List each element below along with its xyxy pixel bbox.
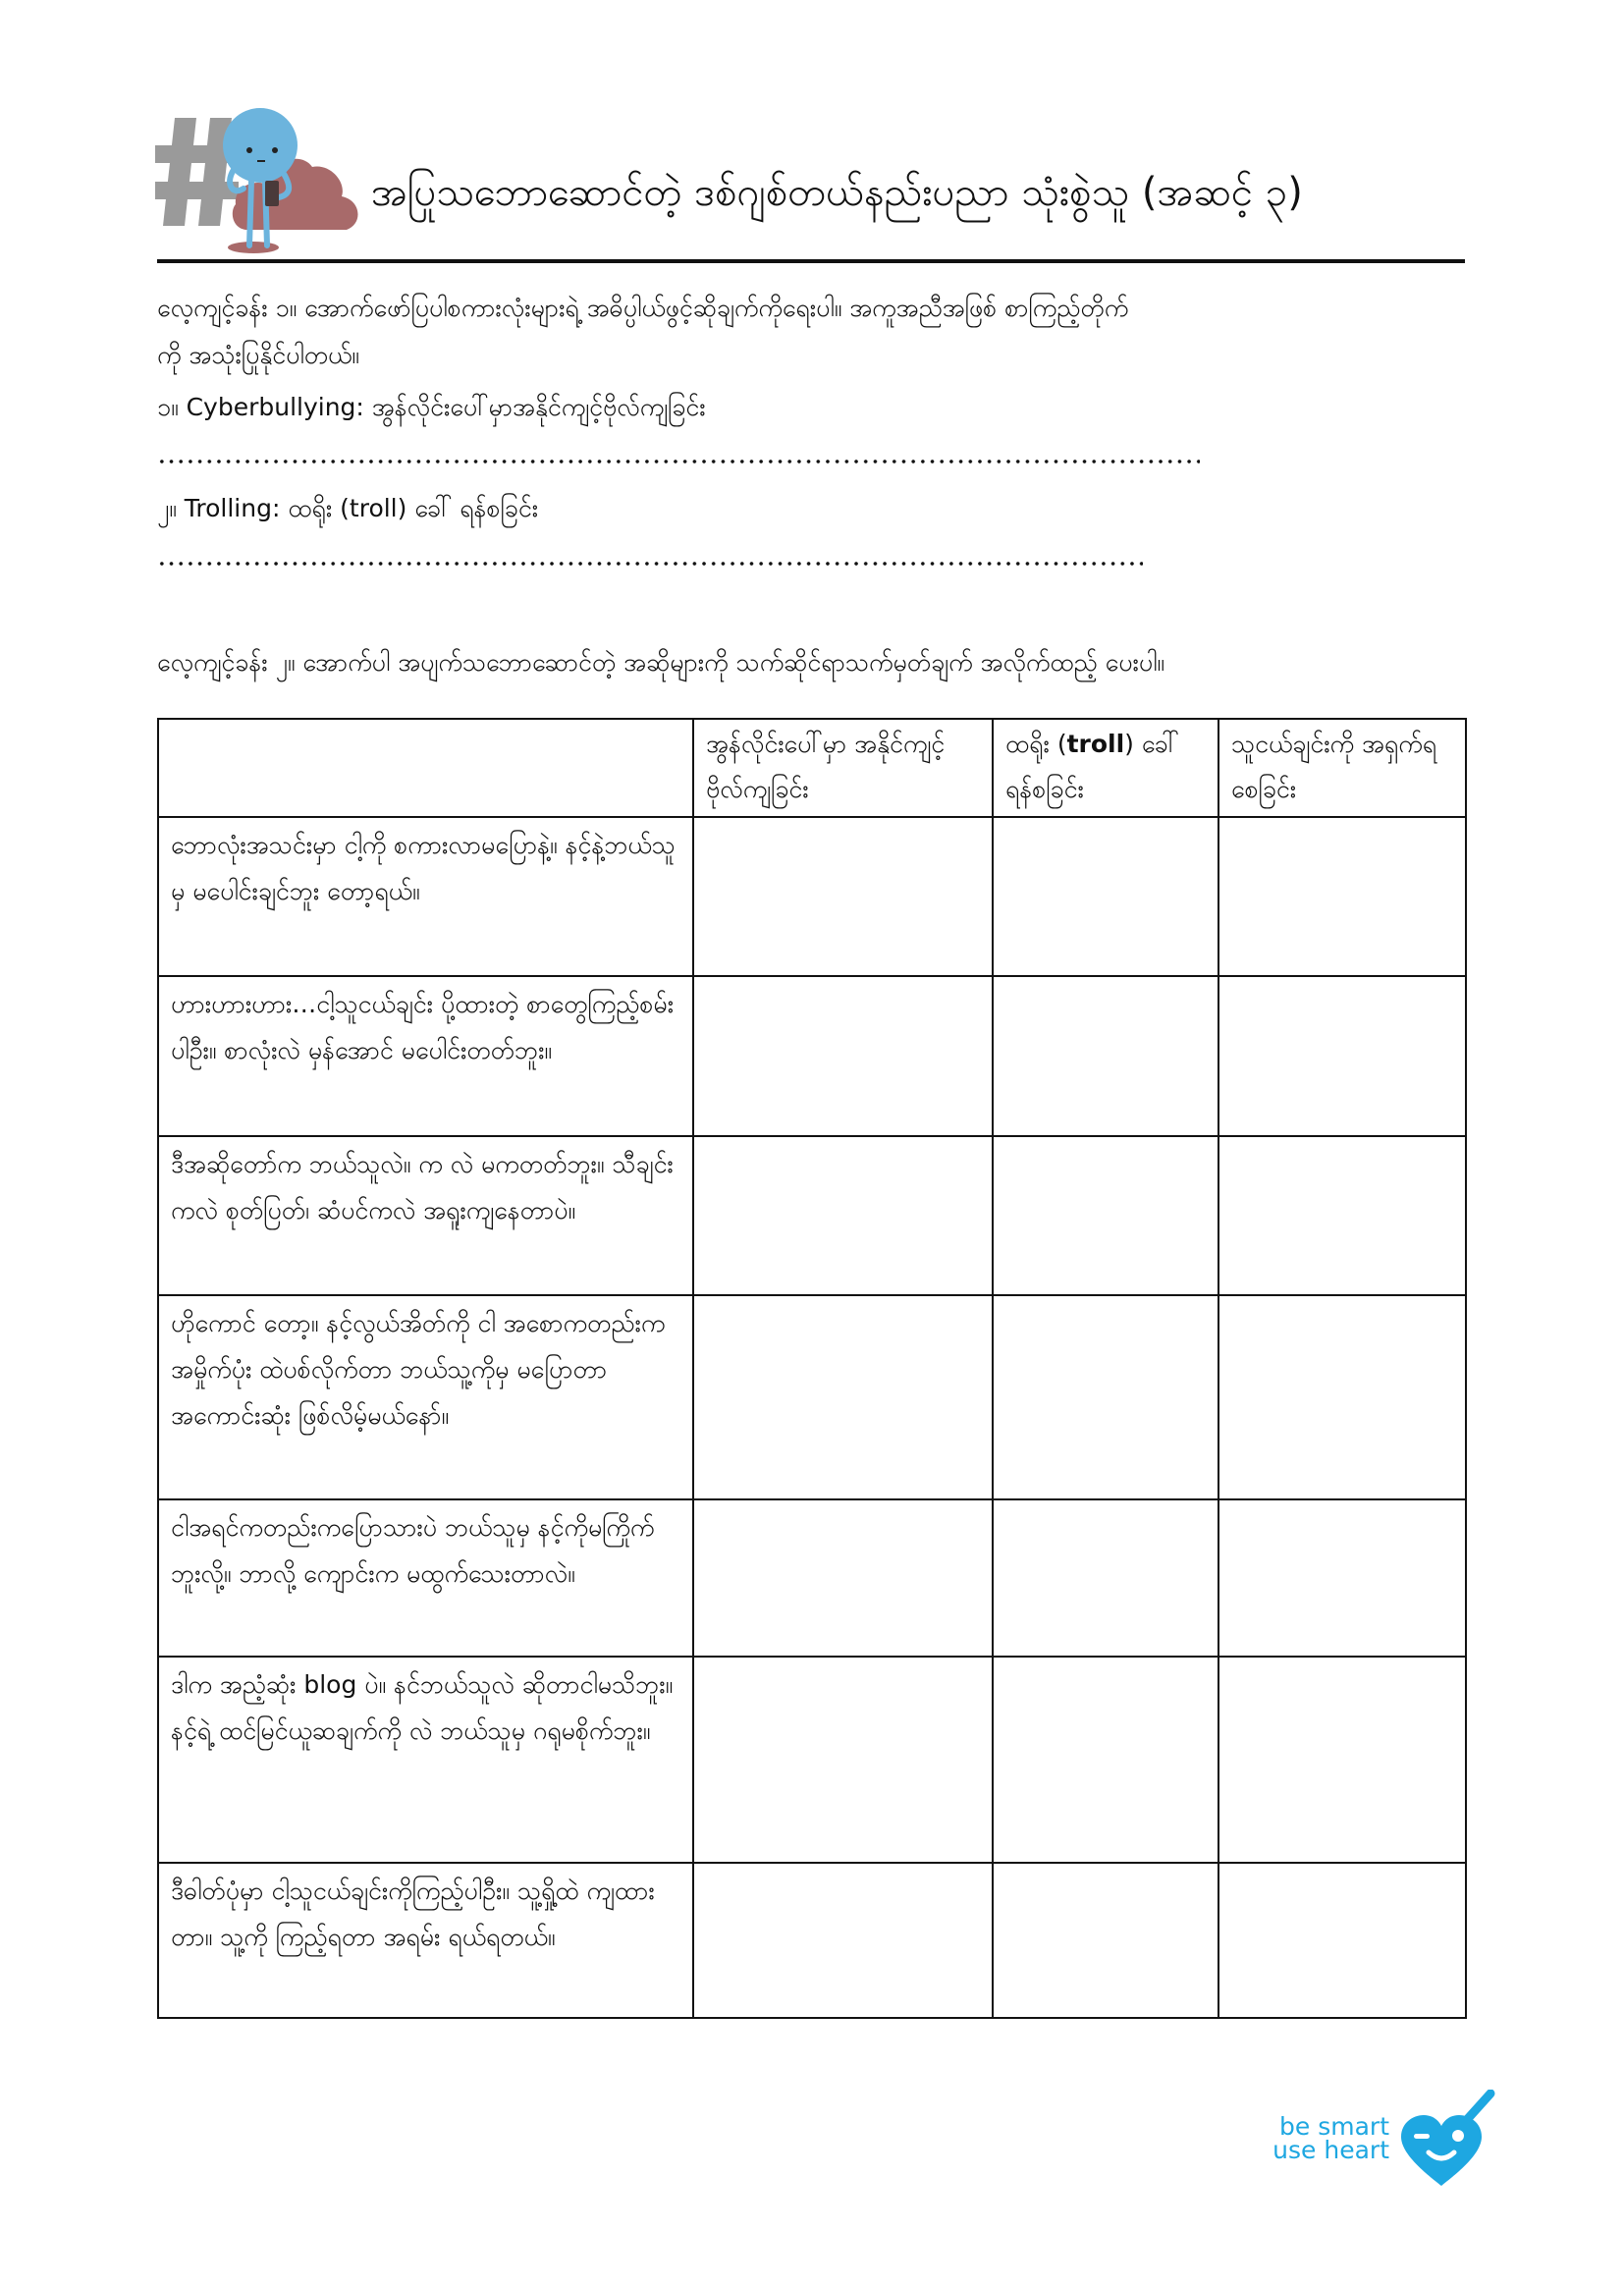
trolling-answer-cell[interactable]	[993, 976, 1218, 1136]
task1-item-cyberbullying-label: ၁။ Cyberbullying: အွန်လိုင်းပေါ်မှာအနိုင်ကျင့်ဗိုလ်ကျခြင်း	[157, 393, 706, 421]
title-divider	[157, 259, 1465, 263]
trolling-answer-cell[interactable]	[993, 1657, 1218, 1863]
cyberbullying-answer-cell[interactable]	[693, 976, 993, 1136]
header-trolling-pre: ထရိုး (	[1005, 730, 1067, 758]
table-header-row	[158, 719, 1466, 817]
classification-table	[157, 718, 1467, 2019]
task1-item-trolling-label: ၂။ Trolling: ထရိုး (troll) ခေါ် ရန်စခြင်း	[157, 494, 539, 522]
statement-cell: ဘောလုံးအသင်းမှာ ငါ့ကို စကားလာမပြောနဲ့။ နင့်နဲ့ဘယ်သူမှ မပေါင်းချင်ဘူး တော့ရယ်။	[158, 817, 693, 976]
table-row	[158, 1136, 1466, 1295]
cyberbullying-answer-cell[interactable]	[693, 1499, 993, 1657]
be-smart-use-heart-logo	[1252, 2090, 1497, 2200]
statement-cell: ဟားဟားဟား…ငါ့သူငယ်ချင်း ပို့ထားတဲ့ စာတွေကြည့်စမ်းပါဦး။ စာလုံးလဲ မှန်အောင် မပေါင်းတတ်ဘူး။	[158, 976, 693, 1136]
shaming-answer-cell[interactable]	[1218, 1136, 1466, 1295]
cyberbullying-answer-cell[interactable]	[693, 1657, 993, 1863]
trolling-answer-cell[interactable]	[993, 1863, 1218, 2018]
task1-item-cyberbullying-answer-line[interactable]	[157, 459, 1200, 464]
logo-text	[1272, 2112, 1389, 2164]
task1-instruction-line1: လေ့ကျင့်ခန်း ၁။ အောက်ဖော်ပြပါစကားလုံးများရဲ့ အဓိပ္ပါယ်ဖွင့်ဆိုချက်ကိုရေးပါ။ အကူအညီအဖြစ် စာကြည့်တိုက်	[157, 294, 1129, 322]
cyberbullying-answer-cell[interactable]	[693, 817, 993, 976]
table-row	[158, 1863, 1466, 2018]
task1-instruction-line2: ကို အသုံးပြုနိုင်ပါတယ်။	[157, 341, 359, 369]
winking-heart-icon	[1397, 2090, 1497, 2200]
cyberbullying-answer-cell[interactable]	[693, 1863, 993, 2018]
statement-cell: ဟိုကောင် တော့။ နင့်လွယ်အိတ်ကို ငါ အစောကတည်းက အမှိုက်ပုံး ထဲပစ်လိုက်တာ ဘယ်သူ့ကိုမှ မပြောတာ အကောင်းဆုံး ဖြစ်လိမ့်မယ်နော်။	[158, 1295, 693, 1499]
statement-cell: ဒီဓါတ်ပုံမှာ ငါ့သူငယ်ချင်းကိုကြည့်ပါဦး။ သူ့ရှို့ထဲ ကျထားတာ။ သူ့ကို ကြည့်ရတာ အရမ်း ရယ်ရတယ်။	[158, 1863, 693, 2018]
shaming-answer-cell[interactable]	[1218, 1499, 1466, 1657]
page-title: အပြုသဘောဆောင်တဲ့ ဒစ်ဂျစ်တယ်နည်းပညာ သုံးစွဲသူ (အဆင့် ၃)	[371, 170, 1303, 215]
table-row	[158, 817, 1466, 976]
task2-instruction: လေ့ကျင့်ခန်း ၂။ အောက်ပါ အပျက်သဘောဆောင်တဲ့ အဆိုများကို သက်ဆိုင်ရာသက်မှတ်ချက် အလိုက်ထည့် ပေးပါ။	[157, 648, 1164, 677]
cyberbullying-answer-cell[interactable]	[693, 1295, 993, 1499]
statement-cell: ငါအရင်ကတည်းကပြောသားပဲ ဘယ်သူမှ နင့်ကိုမကြိုက်ဘူးလို့။ ဘာလို့ ကျောင်းက မထွက်သေးတာလဲ။	[158, 1499, 693, 1657]
statement-cell: ဒီအဆိုတော်က ဘယ်သူလဲ။ က လဲ မကတတ်ဘူး။ သီချင်းကလဲ စုတ်ပြတ်၊ ဆံပင်ကလဲ အရူးကျနေတာပဲ။	[158, 1136, 693, 1295]
hashtag-mascot-illustration	[155, 98, 366, 255]
header-shaming-column: သူငယ်ချင်းကို အရှက်ရစေခြင်း	[1218, 719, 1466, 817]
header-statement-column	[158, 719, 693, 817]
header-trolling-column	[993, 719, 1218, 817]
hashtag-mascot-icon	[155, 98, 366, 255]
table-row	[158, 1657, 1466, 1863]
header-trolling-post: ) ခေါ် ရန်စခြင်း	[1005, 730, 1179, 803]
trolling-answer-cell[interactable]	[993, 1499, 1218, 1657]
shaming-answer-cell[interactable]	[1218, 1657, 1466, 1863]
shaming-answer-cell[interactable]	[1218, 1863, 1466, 2018]
trolling-answer-cell[interactable]	[993, 1295, 1218, 1499]
shaming-answer-cell[interactable]	[1218, 1295, 1466, 1499]
logo-line2: use heart	[1272, 2136, 1389, 2164]
cyberbullying-answer-cell[interactable]	[693, 1136, 993, 1295]
table-row	[158, 1499, 1466, 1657]
statement-cell: ဒါက အညံ့ဆုံး blog ပဲ။ နင်ဘယ်သူလဲ ဆိုတာငါမသိဘူး။ နင့်ရဲ့ ထင်မြင်ယူဆချက်ကို လဲ ဘယ်သူမှ ဂရုမစိုက်ဘူး။	[158, 1657, 693, 1863]
trolling-answer-cell[interactable]	[993, 817, 1218, 976]
shaming-answer-cell[interactable]	[1218, 976, 1466, 1136]
task1-item-trolling-answer-line[interactable]	[157, 561, 1143, 567]
header-trolling-bold: troll	[1066, 730, 1125, 758]
logo-line1: be smart	[1279, 2112, 1389, 2141]
trolling-answer-cell[interactable]	[993, 1136, 1218, 1295]
table-row	[158, 1295, 1466, 1499]
table-row	[158, 976, 1466, 1136]
header-cyberbullying-column: အွန်လိုင်းပေါ်မှာ အနိုင်ကျင့်ဗိုလ်ကျခြင်း	[693, 719, 993, 817]
shaming-answer-cell[interactable]	[1218, 817, 1466, 976]
